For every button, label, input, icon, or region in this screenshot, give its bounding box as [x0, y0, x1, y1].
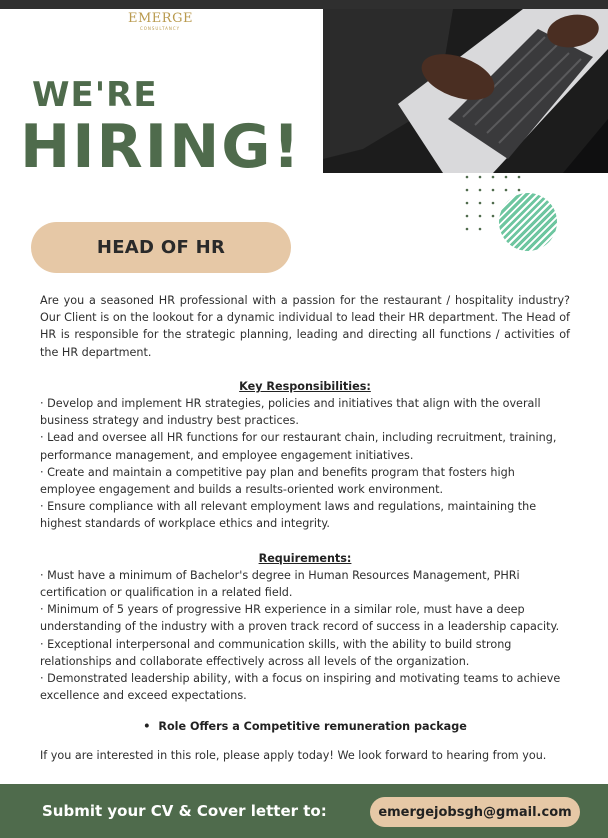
top-bar	[0, 0, 608, 9]
logo-name: EMERGE	[128, 11, 193, 26]
logo-tagline: CONSULTANCY	[139, 26, 181, 31]
offer-text: Role Offers a Competitive remuneration package	[158, 720, 467, 734]
list-item: · Minimum of 5 years of progressive HR experience in a similar role, must have a deep understanding of the industry with a proven track record of success in a leadership capacity.	[40, 603, 560, 634]
list-item: · Lead and oversee all HR functions for our restaurant chain, including recruitment, training, performance management, and employee engagement initiatives.	[40, 431, 557, 462]
list-item: · Create and maintain a competitive pay plan and benefits program that fosters high employee engagement and builds a results-oriented work environment.	[40, 465, 515, 497]
bullet-icon: •	[143, 720, 151, 734]
submit-label: Submit your CV & Cover letter to:	[42, 802, 327, 820]
email-address[interactable]: emergejobsgh@gmail.com	[378, 804, 572, 820]
email-link[interactable]	[370, 797, 580, 827]
job-title-pill	[31, 222, 291, 273]
job-description	[40, 292, 570, 764]
list-item: · Must have a minimum of Bachelor's degree in Human Resources Management, PHRi certification or qualification in a related field.	[40, 568, 520, 600]
job-title: HEAD OF HR	[96, 237, 226, 258]
responsibilities-heading: Key Responsibilities:	[239, 379, 371, 393]
headline-line2: HIRING!	[20, 112, 302, 182]
list-item: · Demonstrated leadership ability, with a focus on inspiring and motivating teams to achieve excellence and exceed expectations.	[40, 672, 561, 703]
list-item: · Exceptional interpersonal and communication skills, with the ability to build strong relationships and collaborate effectively across all levels of the organization.	[40, 637, 512, 668]
list-item: · Develop and implement HR strategies, policies and initiatives that align with the overall business strategy and industry best practices.	[40, 397, 541, 428]
striped-circle-decoration	[499, 193, 557, 251]
requirements-heading: Requirements:	[258, 551, 352, 565]
intro-paragraph: Are you a seasoned HR professional with a passion for the restaurant / hospitality industry? Our Client is on the lookout for a dynamic individual to lead their HR department. The Head of HR is responsible for the strategic planning, leading and directing all functions / activities of the HR department.	[40, 294, 570, 359]
offer-line	[40, 718, 570, 735]
closing-paragraph: If you are interested in this role, please apply today! We look forward to hearing from you.	[40, 748, 547, 762]
list-item: · Ensure compliance with all relevant employment laws and regulations, maintaining the highest standards of workplace ethics and integrity.	[40, 500, 537, 531]
company-logo	[128, 12, 192, 31]
headline-line1: WE'RE	[32, 75, 158, 115]
laptop-photo	[323, 9, 608, 173]
